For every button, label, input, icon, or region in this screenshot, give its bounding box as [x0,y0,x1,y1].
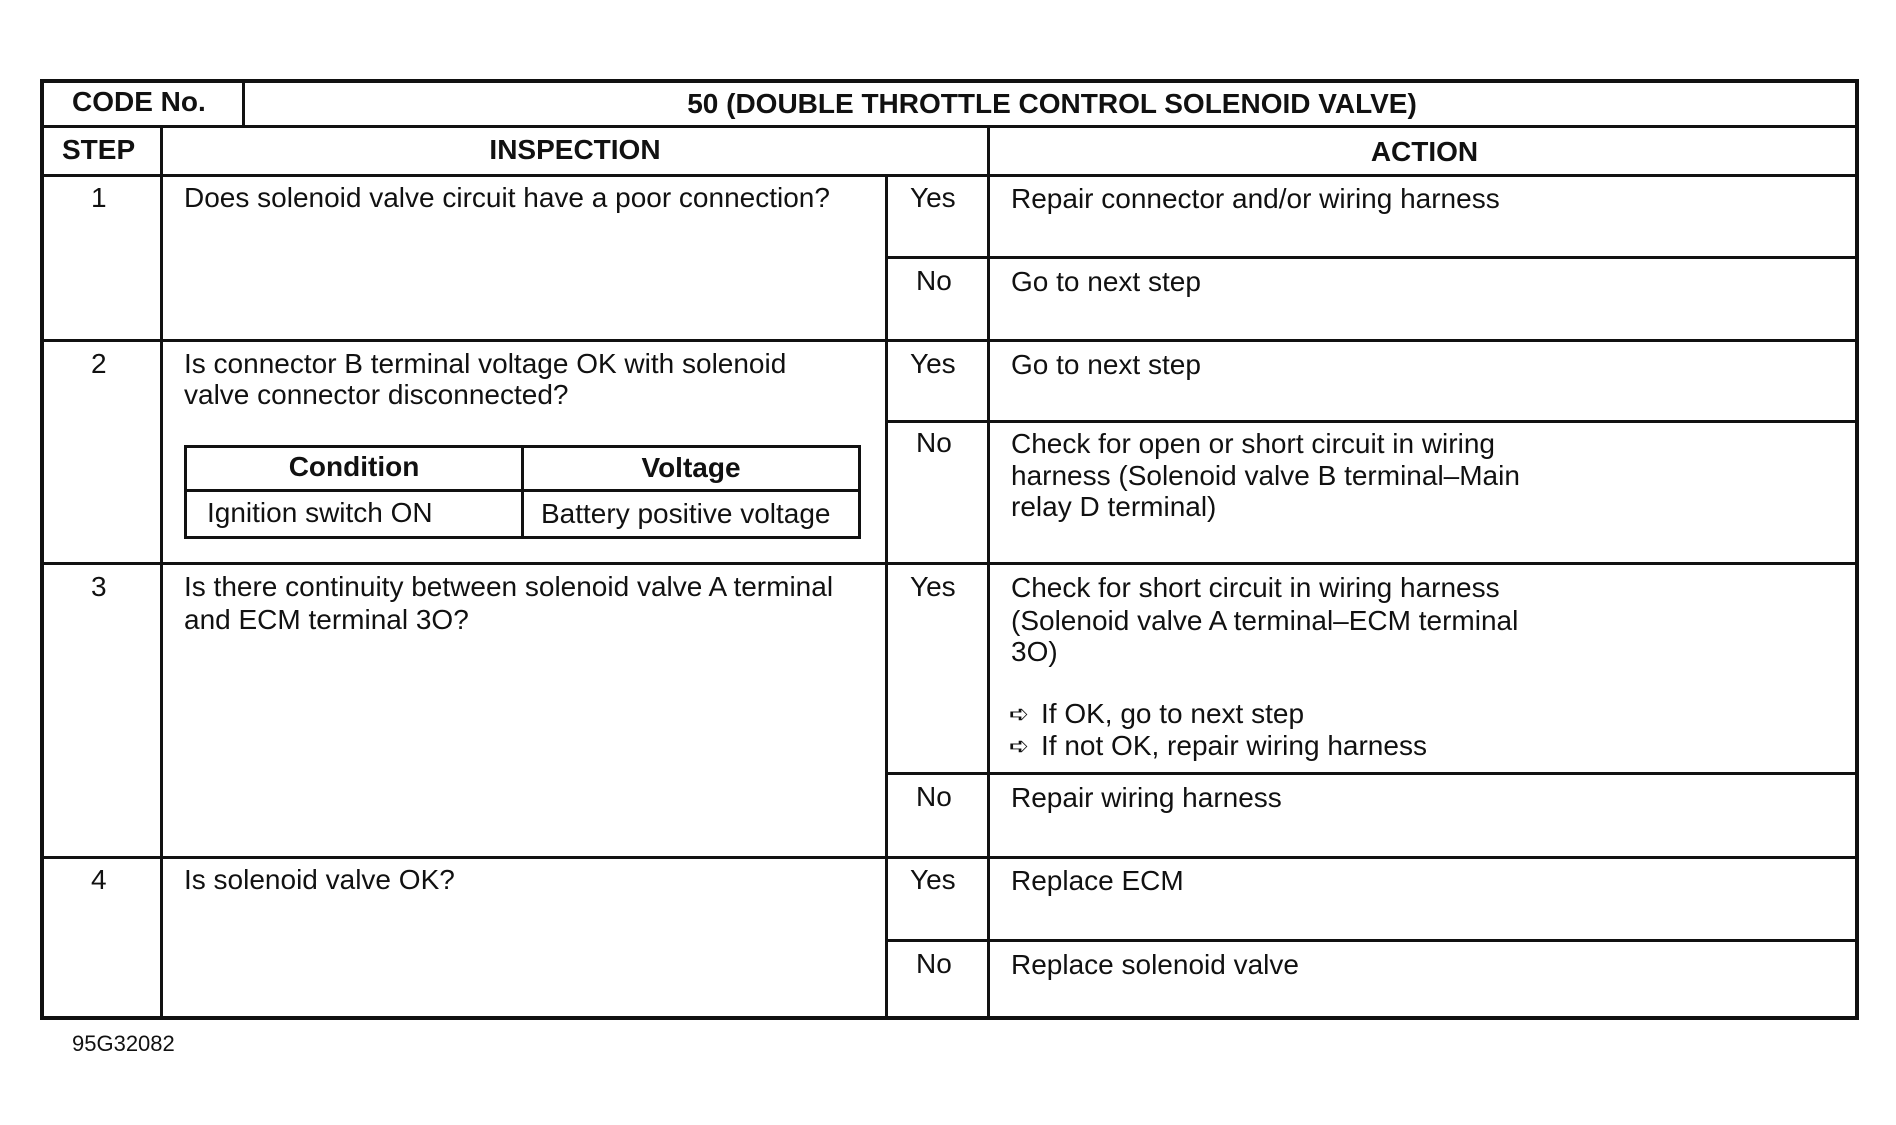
no-label: No [916,427,952,458]
row-divider [40,174,1859,177]
yes-action-ok: If OK, go to next step [1041,698,1305,729]
step-number: 1 [91,182,107,213]
code-title: 50 (DOUBLE THROTTLE CONTROL SOLENOID VALVE) [687,88,1417,119]
yes-action: Check for short circuit in wiring harness [1011,572,1500,603]
code-label: CODE No. [72,86,206,117]
yes-action: Repair connector and/or wiring harness [1011,183,1500,214]
no-action: relay D terminal) [1011,491,1217,522]
arrow-icon: ➪ [1009,733,1030,760]
col-divider [885,174,888,1020]
subtable-cell-condition: Ignition switch ON [207,497,433,528]
column-step: STEP [62,134,136,165]
col-divider [160,125,163,1020]
step-inspection: and ECM terminal 3O? [184,604,469,635]
row-divider [40,339,1859,342]
step-number: 4 [91,864,107,895]
yes-action-not-ok: If not OK, repair wiring harness [1041,730,1427,761]
figure-code: 95G32082 [72,1031,175,1056]
step-inspection: Is connector B terminal voltage OK with solenoid [184,348,787,379]
yes-action: Replace ECM [1011,865,1184,896]
yes-action: 3O) [1011,636,1058,667]
step-number: 3 [91,571,107,602]
yes-action: Go to next step [1011,349,1201,380]
no-label: No [916,265,952,296]
yes-action: (Solenoid valve A terminal–ECM terminal [1011,605,1519,636]
column-inspection: INSPECTION [489,134,661,165]
yes-label: Yes [910,571,956,602]
step-inspection: Is there continuity between solenoid valve A terminal [184,571,834,602]
no-action: Replace solenoid valve [1011,949,1299,980]
yes-label: Yes [910,864,956,895]
column-action: ACTION [1370,136,1479,167]
arrow-icon: ➪ [1009,701,1030,728]
step-inspection: valve connector disconnected? [184,379,569,410]
yes-no-divider [887,772,1859,775]
step-inspection: Is solenoid valve OK? [184,864,455,895]
yes-no-divider [887,420,1859,423]
no-label: No [916,948,952,979]
row-divider [40,562,1859,565]
no-action: harness (Solenoid valve B terminal–Main [1011,460,1520,491]
no-action: Go to next step [1011,266,1201,297]
yes-no-divider [887,256,1859,259]
no-action: Repair wiring harness [1011,782,1282,813]
no-label: No [916,781,952,812]
col-divider [987,125,990,1020]
row-divider [40,856,1859,859]
subtable-header-condition: Condition [288,451,420,482]
row-divider [40,125,1859,128]
subtable-cell-voltage: Battery positive voltage [541,498,831,529]
yes-no-divider [887,939,1859,942]
yes-label: Yes [910,182,956,213]
yes-label: Yes [910,348,956,379]
step-inspection: Does solenoid valve circuit have a poor connection? [184,182,830,213]
no-action: Check for open or short circuit in wiring [1011,428,1495,459]
subtable-header-voltage: Voltage [641,452,741,483]
step-number: 2 [91,348,107,379]
